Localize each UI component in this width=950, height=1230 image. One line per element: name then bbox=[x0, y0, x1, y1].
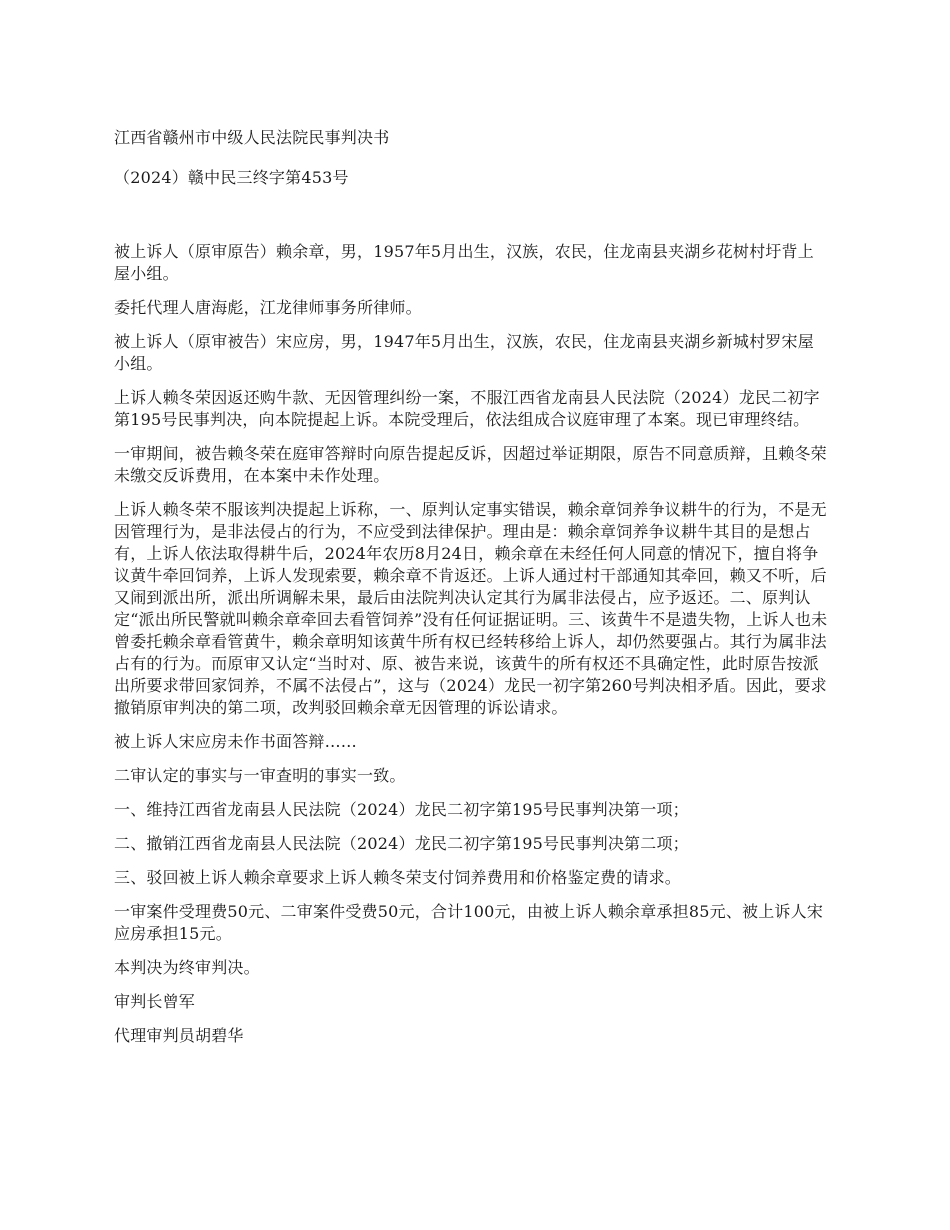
paragraph-facts: 二审认定的事实与一审查明的事实一致。 bbox=[114, 766, 406, 785]
paragraph-fees: 一审案件受理费50元、二审案件受费50元，合计100元，由被上诉人赖余章承担85元、被上诉人宋应房承担15元。 bbox=[114, 902, 824, 943]
paragraph-ruling-2: 二、撤销江西省龙南县人民法院（2024）龙民二初字第195号民事判决第二项； bbox=[114, 834, 689, 853]
acting-judge: 代理审判员胡碧华 bbox=[114, 1026, 244, 1045]
paragraph-ruling-3: 三、驳回被上诉人赖余章要求上诉人赖冬荣支付饲养费用和价格鉴定费的请求。 bbox=[114, 868, 682, 887]
paragraph-appeal-claims: 上诉人赖冬荣不服该判决提起上诉称，一、原判认定事实错误，赖余章饲养争议耕牛的行为，不是无因管理行为，是非法侵占的行为，不应受到法律保护。理由是：赖余章饲养争议耕牛其目的是想占有，上诉人依法取得耕牛后，2024年农历8月24日，赖余章在未经任何人同意的情况下，擅自将争议黄牛牵回饲养，上诉人发现索要，赖余章不肯返还。上诉人通过村干部通知其牵回，赖又不听，后又闹到派出所，派出所调解未果，最后由法院判决认定其行为属非法侵占，应予返还。二、原判认定“派出所民警就叫赖余章牵回去看管饲养”没有任何证据证明。三、该黄牛不是遗失物，上诉人也未曾委托赖余章看管黄牛，赖余章明知该黄牛所有权已经转移给上诉人，却仍然要强占。其行为属非法占有的行为。而原审又认定“当时对、原、被告来说，该黄牛的所有权还不具确定性，此时原告按派出所要求带回家饲养，不属不法侵占”，这与（2024）龙民一初字第260号判决相矛盾。因此，要求撤销原审判决的第二项，改判驳回赖余章无因管理的诉讼请求。 bbox=[114, 500, 828, 717]
paragraph-ruling-1: 一、维持江西省龙南县人民法院（2024）龙民二初字第195号民事判决第一项； bbox=[114, 800, 689, 819]
paragraph-final: 本判决为终审判决。 bbox=[114, 958, 260, 977]
paragraph-first-instance: 一审期间，被告赖冬荣在庭审答辩时向原告提起反诉，因超过举证期限，原告不同意质辩，且赖冬荣未缴交反诉费用，在本案中未作处理。 bbox=[114, 444, 827, 485]
paragraph-appellee-1: 被上诉人（原审原告）赖余章，男，1957年5月出生，汉族，农民，住龙南县夹湖乡花树村圩背上屋小组。 bbox=[114, 242, 814, 283]
paragraph-appellee-2: 被上诉人（原审被告）宋应房，男，1947年5月出生，汉族，农民，住龙南县夹湖乡新城村罗宋屋小组。 bbox=[114, 332, 814, 373]
case-number: （2024）赣中民三终字第453号 bbox=[114, 168, 349, 187]
document-title: 江西省赣州市中级人民法院民事判决书 bbox=[114, 128, 390, 147]
paragraph-agent: 委托代理人唐海彪，江龙律师事务所律师。 bbox=[114, 298, 422, 317]
presiding-judge: 审判长曾军 bbox=[114, 992, 196, 1011]
paragraph-case-intro: 上诉人赖冬荣因返还购牛款、无因管理纠纷一案，不服江西省龙南县人民法院（2024）龙民二初字第195号民事判决，向本院提起上诉。本院受理后，依法组成合议庭审理了本案。现已审理终结。 bbox=[114, 388, 820, 429]
paragraph-no-defense: 被上诉人宋应房未作书面答辩…… bbox=[114, 732, 358, 751]
